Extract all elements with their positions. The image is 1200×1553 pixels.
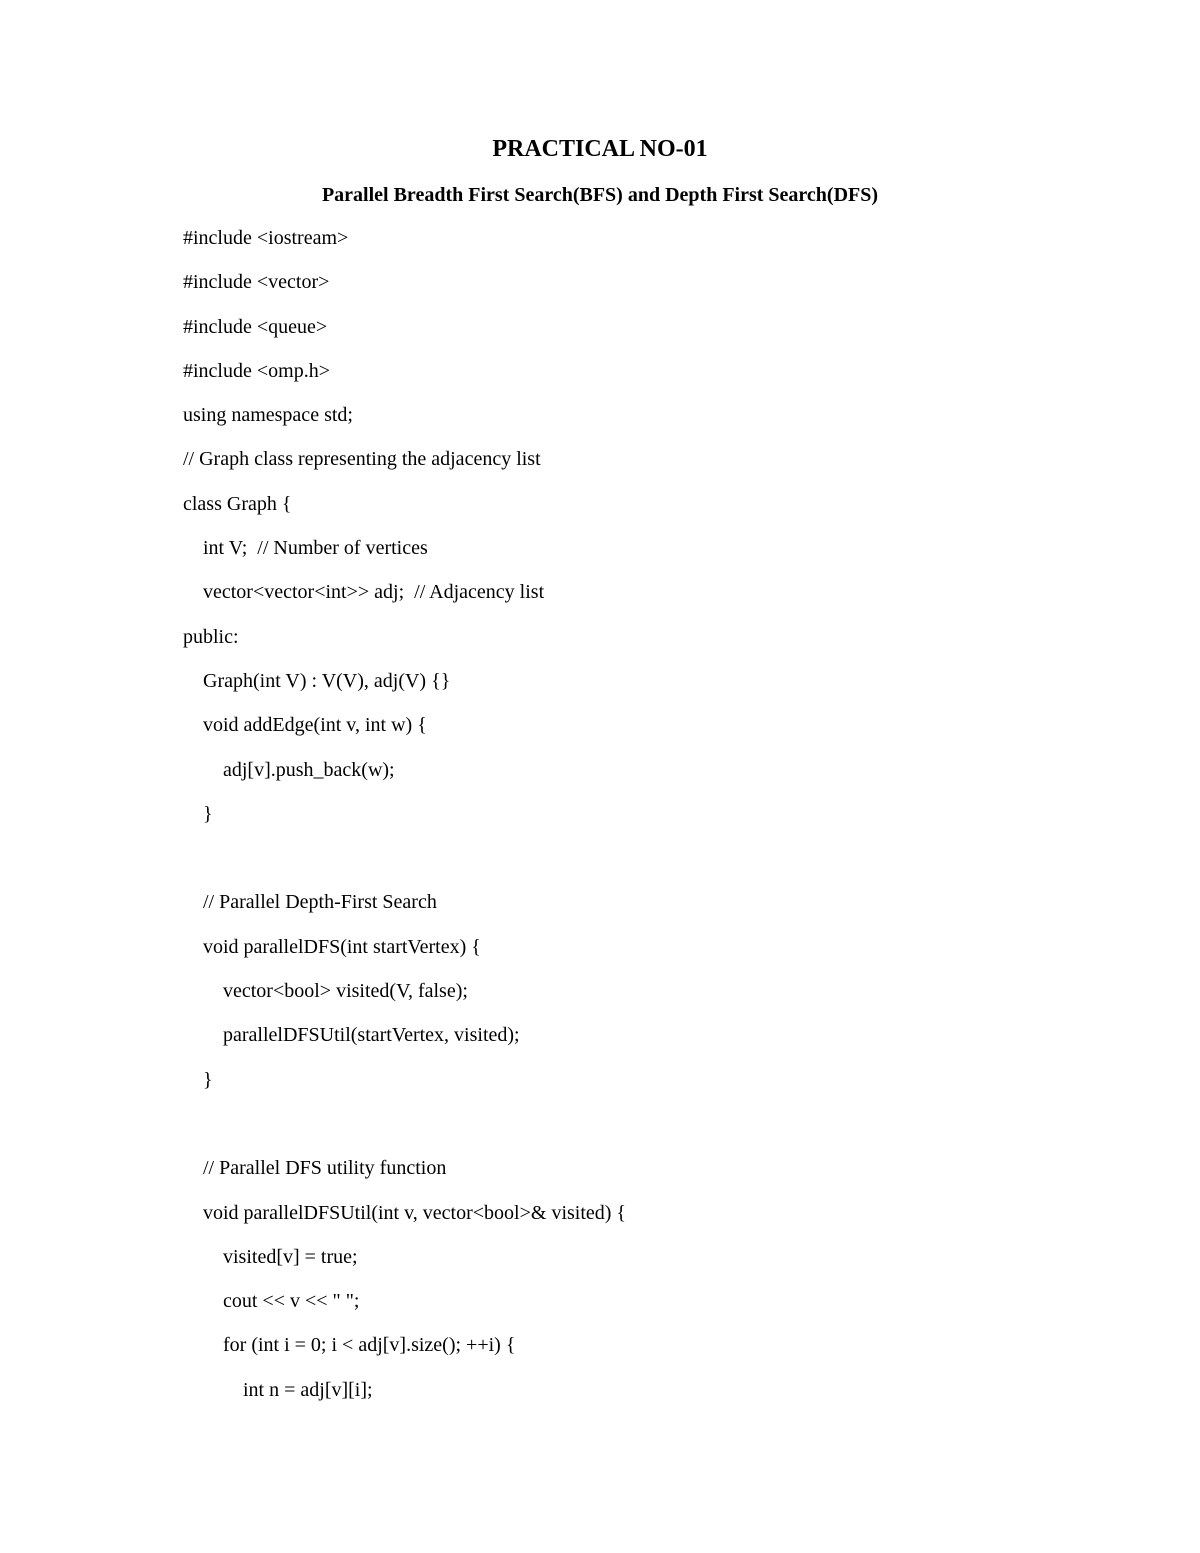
- code-line: parallelDFSUtil(startVertex, visited);: [183, 1024, 520, 1047]
- page-title: PRACTICAL NO-01: [492, 136, 708, 162]
- code-line: void parallelDFS(int startVertex) {: [183, 935, 481, 958]
- page-subtitle: Parallel Breadth First Search(BFS) and Depth First Search(DFS): [321, 184, 879, 206]
- code-line: Graph(int V) : V(V), adj(V) {}: [183, 669, 451, 692]
- code-line: for (int i = 0; i < adj[v].size(); ++i) {: [183, 1334, 516, 1357]
- code-line: adj[v].push_back(w);: [183, 758, 395, 781]
- code-line: [183, 1110, 626, 1154]
- code-line: #include <queue>: [183, 315, 328, 338]
- code-line: void addEdge(int v, int w) {: [183, 714, 427, 737]
- code-line: vector<bool> visited(V, false);: [183, 980, 468, 1003]
- code-listing: [183, 224, 626, 1420]
- code-line: // Parallel Depth-First Search: [183, 891, 437, 914]
- code-line: [183, 844, 626, 888]
- code-line: vector<vector<int>> adj; // Adjacency list: [183, 581, 545, 604]
- code-line: // Graph class representing the adjacency list: [183, 448, 541, 471]
- code-line: int V; // Number of vertices: [183, 537, 428, 560]
- code-line: using namespace std;: [183, 404, 353, 427]
- code-line: #include <omp.h>: [183, 359, 330, 382]
- code-line: public:: [183, 625, 239, 648]
- code-line: visited[v] = true;: [183, 1245, 358, 1268]
- code-line: }: [183, 1068, 213, 1091]
- code-line: #include <vector>: [183, 271, 330, 294]
- code-line: int n = adj[v][i];: [183, 1378, 373, 1401]
- code-line: void parallelDFSUtil(int v, vector<bool>& visited) {: [183, 1201, 627, 1224]
- code-line: #include <iostream>: [183, 227, 349, 249]
- code-line: cout << v << " ";: [183, 1290, 360, 1313]
- code-line: }: [183, 802, 213, 825]
- code-line: // Parallel DFS utility function: [183, 1157, 447, 1180]
- code-line: class Graph {: [183, 492, 292, 515]
